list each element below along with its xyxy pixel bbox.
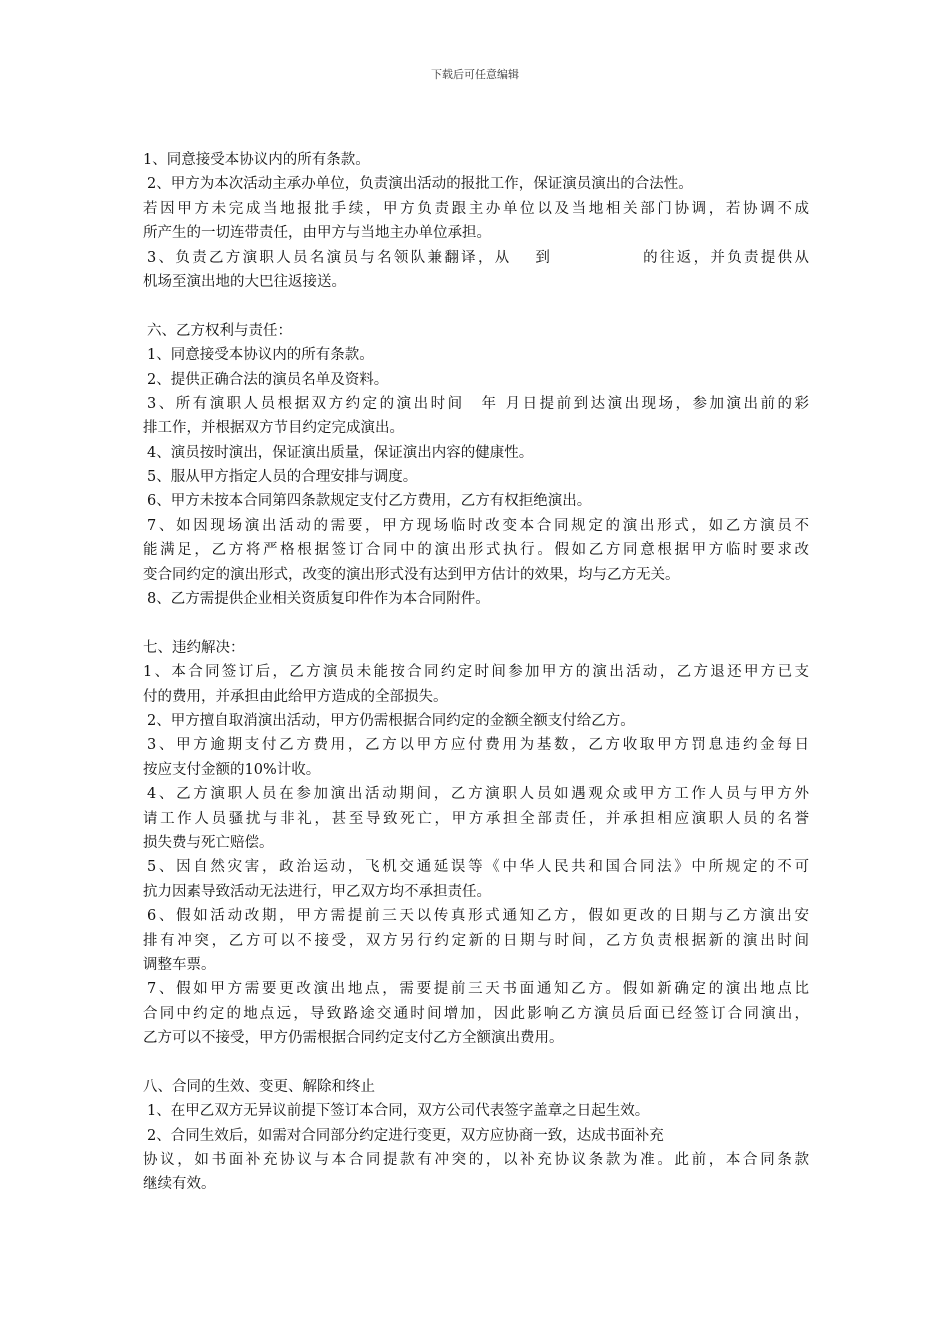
text-line: 六、乙方权利与责任：	[147, 322, 292, 339]
text-line: 合同中约定的地点远，导致路途交通时间增加，因此影响乙方演员后面已经签订合同演出，	[143, 1005, 809, 1022]
text-line: 1、在甲乙双方无异议前提下签订本合同，双方公司代表签字盖章之日起生效。	[147, 1103, 650, 1120]
text-line: 乙方可以不接受，甲方仍需根据合同约定支付乙方全额演出费用。	[143, 1030, 564, 1047]
text-line: 4、乙方演职人员在参加演出活动期间，乙方演职人员如遇观众或甲方工作人员与甲方外	[147, 786, 809, 803]
text-line: 4、演员按时演出，保证演出质量，保证演出内容的健康性。	[147, 444, 534, 461]
document-body	[143, 148, 809, 1197]
text-line: 损失费与死亡赔偿。	[143, 834, 274, 851]
paragraph-gap	[143, 1050, 809, 1074]
text-line: 1、同意接受本协议内的所有条款。	[147, 347, 374, 364]
text-line: 协议，如书面补充协议与本合同提款有冲突的，以补充协议条款为准。此前，本合同条款	[143, 1152, 809, 1169]
text-line: 7、如因现场演出活动的需要，甲方现场临时改变本合同规定的演出形式，如乙方演员不	[147, 517, 809, 534]
text-line: 按应支付金额的10%计收。	[143, 761, 321, 778]
text-line: 7、假如甲方需要更改演出地点，需要提前三天书面通知乙方。假如新确定的演出地点比	[147, 981, 809, 998]
text-line: 1、同意接受本协议内的所有条款。	[143, 152, 370, 168]
text-line: 机场至演出地的大巴往返接送。	[143, 273, 346, 290]
text-line: 2、合同生效后，如需对合同部分约定进行变更，双方应协商一致，达成书面补充	[147, 1127, 664, 1144]
text-line: 调整车票。	[143, 956, 216, 973]
text-line: 请工作人员骚扰与非礼，甚至导致死亡，甲方承担全部责任，并承担相应演职人员的名誉	[143, 810, 809, 827]
text-line: 5、服从甲方指定人员的合理安排与调度。	[147, 469, 418, 486]
text-line: 8、乙方需提供企业相关资质复印件作为本合同附件。	[147, 591, 490, 608]
text-line: 付的费用，并承担由此给甲方造成的全部损失。	[143, 688, 448, 705]
text-line: 2、甲方为本次活动主承办单位，负责演出活动的报批工作，保证演员演出的合法性。	[147, 176, 693, 193]
page-header: 下载后可任意编辑	[431, 68, 519, 81]
text-line: 所产生的一切连带责任，由甲方与当地主办单位承担。	[143, 225, 491, 242]
text-line: 2、甲方擅自取消演出活动，甲方仍需根据合同约定的金额全额支付给乙方。	[147, 712, 635, 729]
text-line: 6、甲方未按本合同第四条款规定支付乙方费用，乙方有权拒绝演出。	[147, 493, 592, 510]
paragraph-gap	[143, 294, 809, 318]
text-line: 1、本合同签订后，乙方演员未能按合同约定时间参加甲方的演出活动，乙方退还甲方已支	[143, 664, 809, 681]
text-line: 5、因自然灾害，政治运动，飞机交通延误等《中华人民共和国合同法》中所规定的不可	[147, 859, 809, 876]
text-line: 2、提供正确合法的演员名单及资料。	[147, 371, 389, 388]
text-line: 抗力因素导致活动无法进行，甲乙双方均不承担责任。	[143, 883, 491, 900]
text-line: 能满足，乙方将严格根据签订合同中的演出形式执行。假如乙方同意根据甲方临时要求改	[143, 542, 809, 559]
text-line: 七、违约解决：	[143, 639, 245, 656]
text-line: 若因甲方未完成当地报批手续，甲方负责跟主办单位以及当地相关部门协调，若协调不成	[143, 200, 809, 217]
text-line: 6、假如活动改期，甲方需提前三天以传真形式通知乙方，假如更改的日期与乙方演出安	[147, 908, 809, 925]
text-line: 八、合同的生效、变更、解除和终止	[143, 1078, 375, 1095]
text-line: 3、甲方逾期支付乙方费用，乙方以甲方应付费用为基数，乙方收取甲方罚息违约金每日	[147, 737, 809, 754]
text-line: 3、所有演职人员根据双方约定的演出时间 年 月日提前到达演出现场，参加演出前的彩	[147, 395, 809, 412]
text-line: 排工作，并根据双方节目约定完成演出。	[143, 420, 404, 437]
text-line: 3、负责乙方演职人员名演员与名领队兼翻译，从 到 的往返，并负责提供从	[147, 249, 809, 266]
paragraph-gap	[143, 611, 809, 635]
text-line: 继续有效。	[143, 1176, 216, 1193]
text-line: 变合同约定的演出形式，改变的演出形式没有达到甲方估计的效果，均与乙方无关。	[143, 566, 680, 583]
text-line: 排有冲突，乙方可以不接受，双方另行约定新的日期与时间，乙方负责根据新的演出时间	[143, 932, 809, 949]
